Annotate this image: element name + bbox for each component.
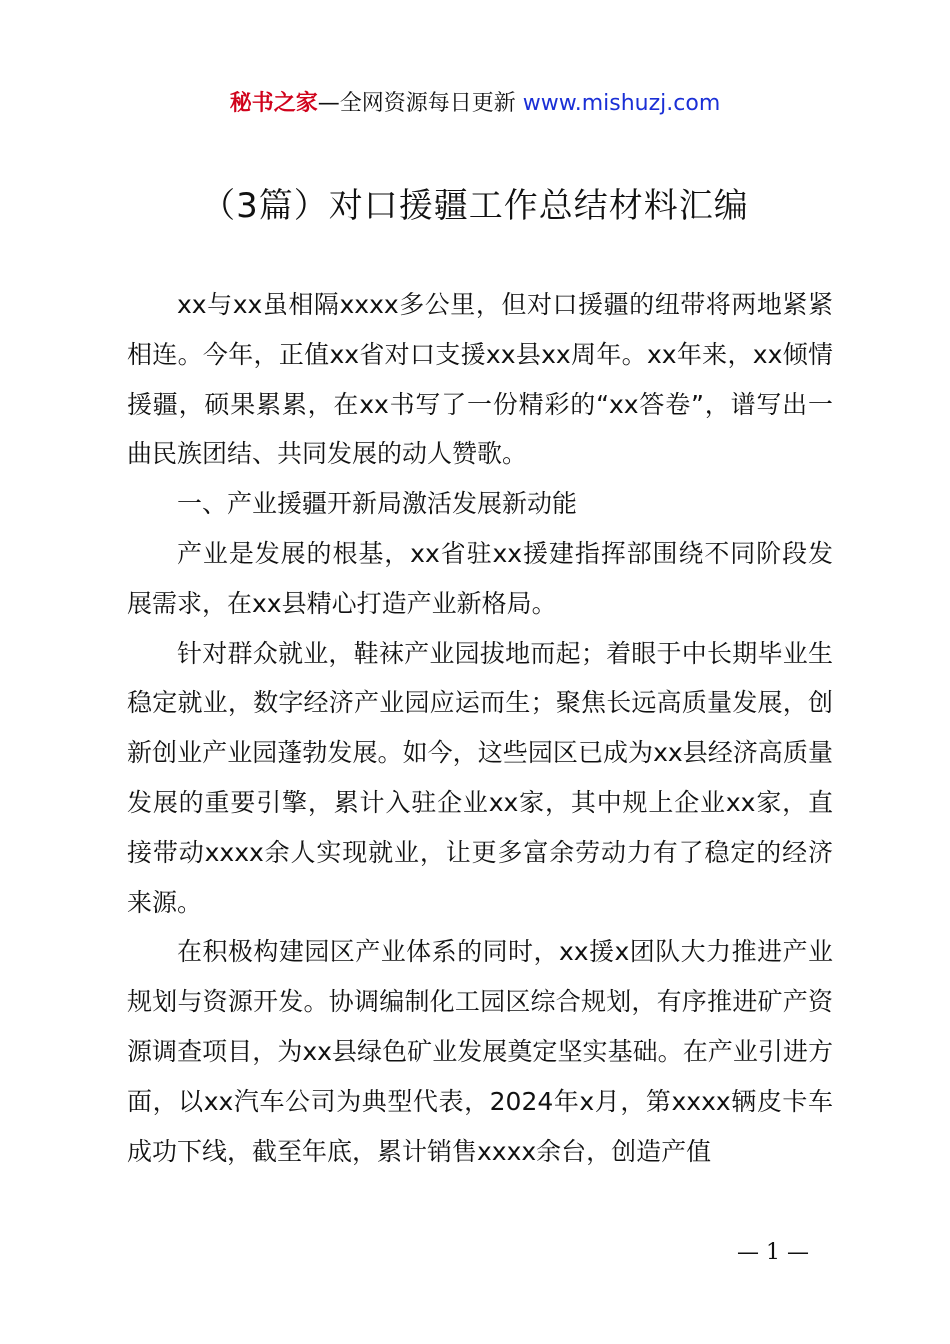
paragraph-planning: 在积极构建园区产业体系的同时，xx援x团队大力推进产业规划与资源开发。协调编制化工园区综合规划，有序推进矿产资源调查项目，为xx县绿色矿业发展奠定坚实基础。在产业引进方面，以xx汽车公司为典型代表，2024年x月，第xxxx辆皮卡车成功下线，截至年底，累计销售xxxx余台，创造产值 <box>127 937 833 1166</box>
paragraph-industry: 产业是发展的根基，xx省驻xx援建指挥部围绕不同阶段发展需求，在xx县精心打造产业新格局。 <box>127 538 833 618</box>
document-title: （3篇）对口援疆工作总结材料汇编 <box>201 186 749 226</box>
document-body <box>127 280 833 1176</box>
site-header <box>0 86 950 122</box>
site-brand: 秘书之家 <box>229 91 318 116</box>
paragraph-intro: xx与xx虽相隔xxxx多公里，但对口援疆的纽带将两地紧紧相连。今年，正值xx省对口支援xx县xx周年。xx年来，xx倾情援疆，硕果累累，在xx书写了一份精彩的“xx答卷”，谱写出一曲民族团结、共同发展的动人赞歌。 <box>127 290 833 469</box>
paragraph-parks: 针对群众就业，鞋袜产业园拔地而起；着眼于中长期毕业生稳定就业，数字经济产业园应运而生；聚焦长远高质量发展，创新创业产业园蓬勃发展。如今，这些园区已成为xx县经济高质量发展的重要引擎，累计入驻企业xx家，其中规上企业xx家，直接带动xxxx余人实现就业，让更多富余劳动力有了稳定的经济来源。 <box>127 638 833 917</box>
section-heading: 一、产业援疆开新局激活发展新动能 <box>177 489 578 519</box>
site-tagline: —全网资源每日更新 <box>317 91 523 116</box>
site-url-link[interactable]: www.mishuzj.com <box>522 91 721 116</box>
page-number: — 1 — <box>737 1240 809 1265</box>
